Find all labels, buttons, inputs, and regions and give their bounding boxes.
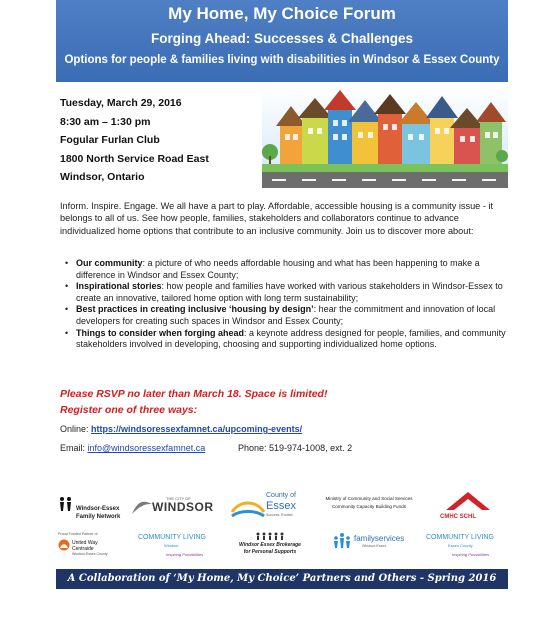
bullet-icon: • bbox=[65, 304, 69, 315]
ministry-line2: Community Capacity Building Funds bbox=[331, 504, 407, 509]
cl-windsor-line3: Inspiring Possibilities bbox=[166, 552, 204, 557]
collaboration-footer: A Collaboration of ‘My Home, My Choice’ Partners and Others - Spring 2016 bbox=[56, 569, 508, 589]
topic-title: Things to consider when forging ahead bbox=[76, 327, 245, 338]
cl-windsor-line2: Windsor bbox=[164, 543, 179, 548]
cl-essex-line1: COMMUNITY LIVING bbox=[426, 534, 494, 541]
forum-tagline: Options for people & families living with disabilities in Windsor & Essex County bbox=[64, 54, 500, 66]
united-way-icon bbox=[58, 539, 70, 551]
forum-title: My Home, My Choice Forum bbox=[168, 4, 396, 23]
rsvp-notice: Please RSVP no later than March 18. Space is limited! bbox=[60, 388, 328, 400]
event-details bbox=[60, 94, 260, 187]
cl-windsor-line1: COMMUNITY LIVING bbox=[138, 534, 206, 541]
brokerage-line2: for Personal Supports bbox=[243, 549, 297, 555]
bullet-icon: • bbox=[65, 281, 69, 292]
windsor-small-text: THE CITY OF bbox=[166, 496, 191, 501]
family-services-logo bbox=[332, 528, 418, 564]
bullet-icon: • bbox=[65, 327, 69, 338]
event-address: 1800 North Service Road East bbox=[60, 152, 209, 165]
registration-link[interactable]: https://windsoressexfamnet.ca/upcoming-events/ bbox=[91, 424, 303, 434]
essex-line3: Success. Rooted. bbox=[266, 513, 294, 517]
essex-line2: Essex bbox=[266, 500, 296, 512]
header-banner bbox=[56, 0, 508, 82]
united-way-line1: United Way bbox=[72, 540, 98, 546]
online-label: Online: bbox=[60, 424, 92, 434]
brokerage-logo bbox=[232, 530, 308, 564]
intro-paragraph: Inform. Inspire. Engage. We all have a part to play. Affordable, accessible housing is a community issue - it belongs to all of us. See how people, families, stakeholders and collaborators continue to advance individualized home options that contribute to an inclusive community. Join us to discover more about: bbox=[60, 201, 494, 236]
wefn-logo bbox=[58, 494, 128, 530]
topic-text: : a picture of who needs affordable housing and what has been happening to make a difference in Windsor and Essex County; bbox=[76, 258, 480, 280]
list-item bbox=[62, 328, 508, 351]
essex-county-logo bbox=[228, 488, 304, 528]
windsor-wordmark: WINDSOR bbox=[152, 500, 214, 514]
cl-essex-line3: Inspiring Possibilities bbox=[452, 552, 490, 557]
ministry-logo bbox=[308, 496, 430, 522]
topic-text: : hear the commitment and innovation of local developers for creating such spaces in Windsor and Essex County; bbox=[76, 304, 496, 326]
cmhc-wordmark: CMHC SCHL bbox=[440, 514, 476, 520]
topic-title: Inspirational stories bbox=[76, 281, 162, 292]
event-date: Tuesday, March 29, 2016 bbox=[60, 97, 182, 109]
list-item bbox=[62, 304, 508, 327]
topic-title: Our community bbox=[76, 258, 143, 268]
family-services-line1: familyservices bbox=[354, 534, 405, 543]
essex-sun-icon bbox=[230, 496, 266, 520]
brokerage-line1: Windsor Essex Brokerage bbox=[239, 542, 301, 548]
wefn-line1: Windsor-Essex bbox=[76, 506, 120, 512]
brokerage-figures-icon bbox=[254, 532, 284, 540]
forum-subtitle: Forging Ahead: Successes & Challenges bbox=[150, 31, 414, 46]
united-way-line0: Proud Funded Partner of bbox=[58, 532, 98, 536]
topic-text: : a keynote address designed for people, families, and community stakeholders involved in developing, choosing and supporting individualized home options. bbox=[76, 327, 506, 350]
family-services-line2: Windsor-Essex bbox=[362, 544, 387, 548]
cmhc-logo bbox=[434, 488, 504, 528]
topics-list bbox=[62, 258, 508, 351]
essex-line1: County of bbox=[266, 492, 296, 499]
register-heading: Register one of three ways: bbox=[60, 404, 198, 416]
email-label: Email: bbox=[60, 443, 88, 453]
email-registration bbox=[60, 443, 353, 453]
house-roof-icon bbox=[444, 490, 492, 512]
wefn-line2: Family Network bbox=[76, 514, 121, 520]
family-figures-icon bbox=[58, 496, 74, 512]
family-services-icon bbox=[332, 532, 352, 550]
event-time: 8:30 am – 1:30 pm bbox=[60, 115, 151, 128]
list-item bbox=[62, 258, 508, 281]
online-registration bbox=[60, 424, 302, 434]
topic-title: Best practices in creating inclusive ‘housing by design’ bbox=[76, 304, 314, 315]
houses-illustration bbox=[262, 86, 508, 188]
event-venue: Fogular Furlan Club bbox=[60, 134, 160, 146]
windsor-swoosh-icon bbox=[132, 498, 152, 516]
partner-logos bbox=[56, 486, 508, 566]
phone-number: Phone: 519-974-1008, ext. 2 bbox=[238, 443, 353, 453]
list-item bbox=[62, 281, 508, 304]
cl-windsor-logo bbox=[138, 530, 218, 564]
united-way-line3: Windsor-Essex County bbox=[72, 552, 108, 556]
bullet-icon: • bbox=[65, 258, 69, 268]
united-way-logo bbox=[58, 532, 126, 566]
united-way-line2: Centraide bbox=[72, 546, 94, 552]
cl-essex-logo bbox=[426, 530, 506, 564]
email-link[interactable]: info@windsoressexfamnet.ca bbox=[87, 443, 206, 453]
event-city: Windsor, Ontario bbox=[60, 171, 145, 183]
ministry-line1: Ministry of Community and Social Services bbox=[325, 496, 413, 501]
cl-essex-line2: Essex County bbox=[448, 543, 473, 548]
windsor-logo bbox=[132, 494, 222, 524]
topic-text: : how people and families have worked with various stakeholders in Windsor-Essex to create an innovative, tailored home option with long term sustainability; bbox=[76, 281, 503, 303]
